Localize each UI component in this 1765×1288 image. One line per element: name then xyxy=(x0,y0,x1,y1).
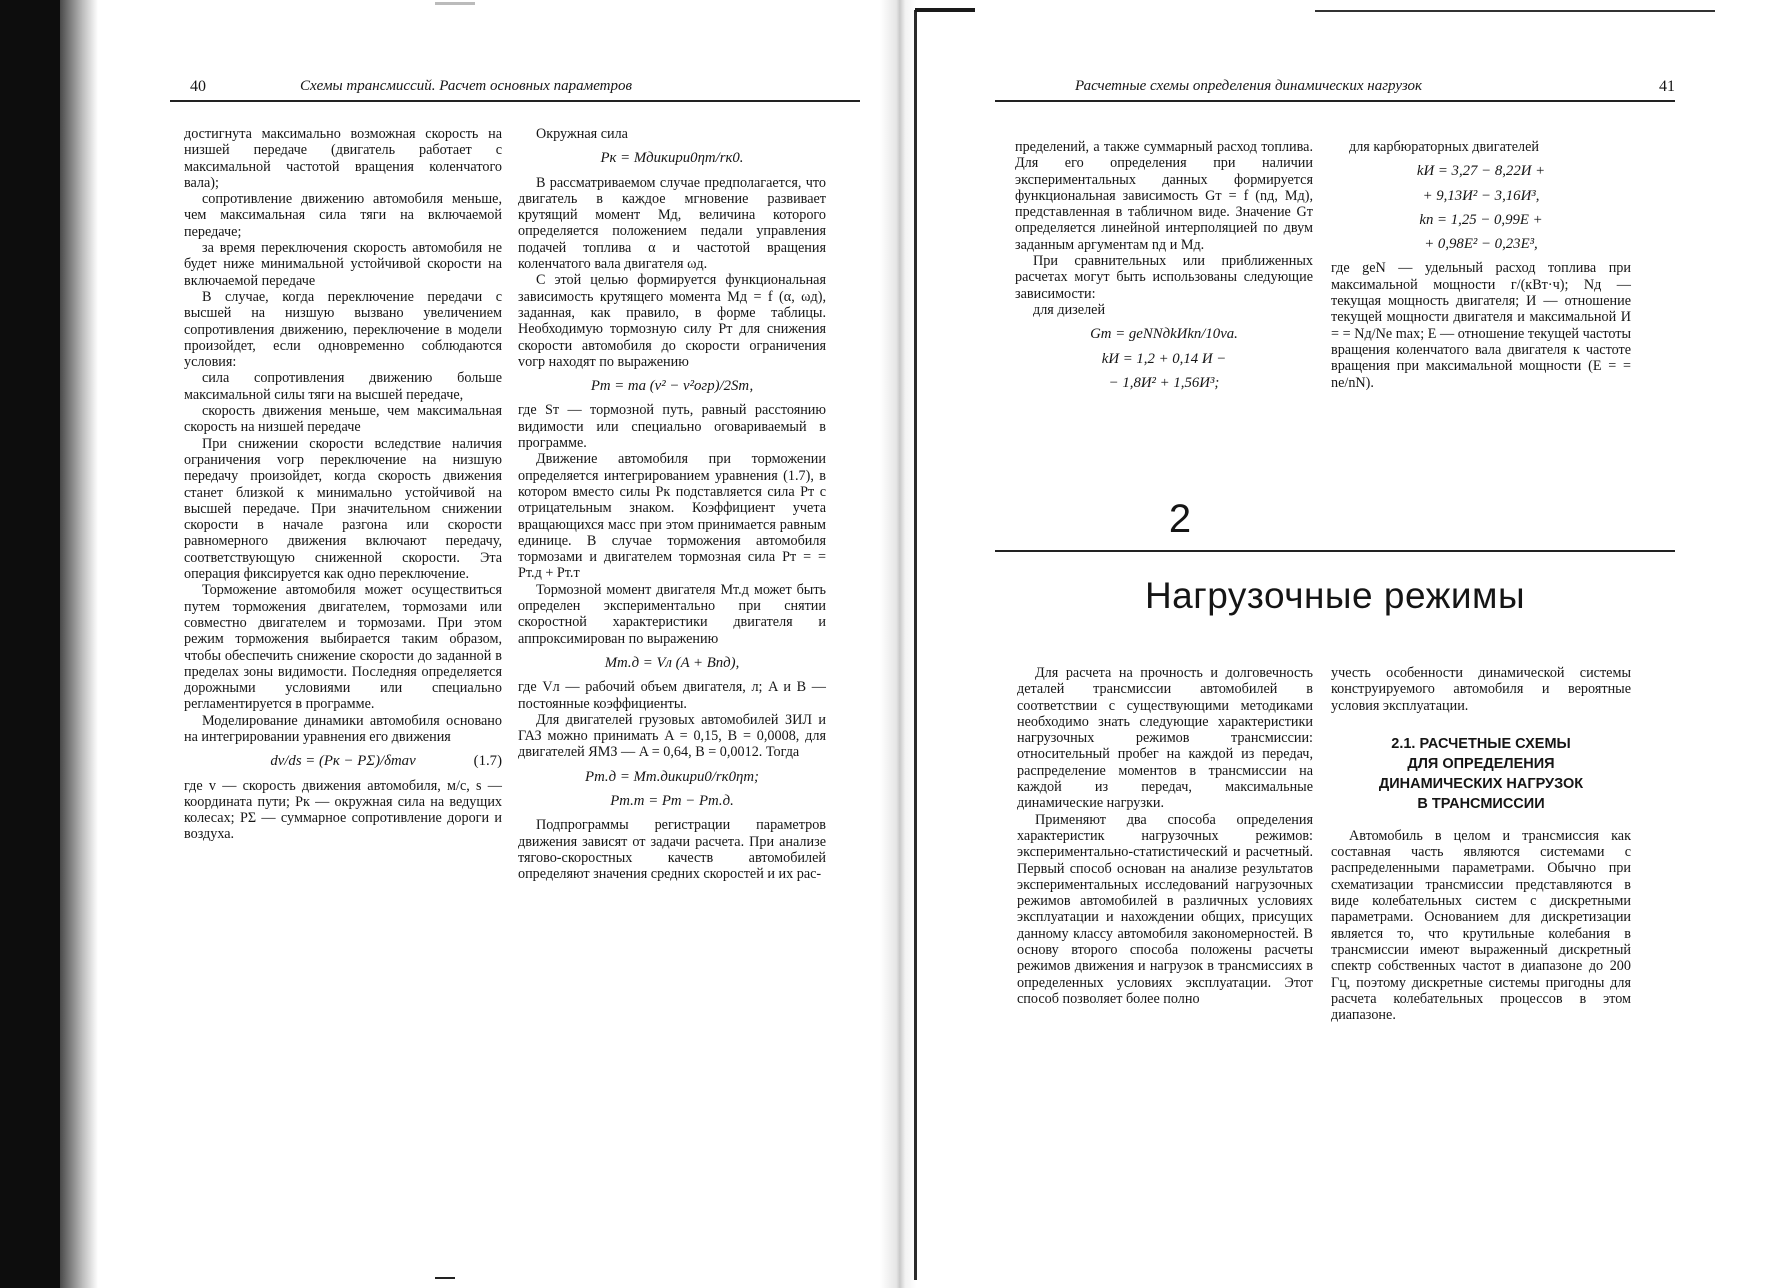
right-page xyxy=(995,0,1675,1288)
paragraph: В рассматриваемом случае предполагается, что двигатель в каждое мгновение развивает крутящий момент Mд, величина которого определяется положением педали управления подачей топлива α и частотой вращения коленчатого вала двигателя ωд. xyxy=(518,174,826,273)
section-heading: 2.1. РАСЧЕТНЫЕ СХЕМЫ ДЛЯ ОПРЕДЕЛЕНИЯ ДИНАМИЧЕСКИХ НАГРУЗОК В ТРАНСМИССИИ xyxy=(1378,735,1584,812)
paragraph: сопротивление движению автомобиля меньше, чем максимальная сила тяги на включаемой передаче; xyxy=(184,191,502,240)
top-scan-mark xyxy=(915,8,975,12)
paragraph: скорость движения меньше, чем максимальная скорость на низшей передаче xyxy=(184,403,502,436)
left-head-rule xyxy=(170,100,860,102)
paragraph: Применяют два способа определения характеристик нагрузочных режимов: экспериментально-статистический и расчетный. Первый способ основан на анализе результатов экспериментальных исследований нагрузочных режимов автомобилей в различных условиях эксплуатации и нахождении общих, присущих данному классу автомобиля закономерностей. В основу второго способа положены расчеты режимов движения и нагрузок в трансмиссиях в определенных условиях эксплуатации. Этот способ позволяет более полно xyxy=(1017,811,1313,1007)
paragraph: Торможение автомобиля может осуществиться путем торможения двигателем, тормозами или совместно двигателем и тормозами. При этом режим торможения выбирается таким образом, чтобы обеспечить снижение скорости до заданной в пределах зоны видимости. Последняя определяется дорожными условиями или специально регламентируется в программе. xyxy=(184,582,502,713)
paragraph: При снижении скорости вследствие наличия ограничения vогр переключение на низшую передачу произойдет, когда скорость движения станет близкой к минимально устойчивой на высшей передаче. При значительном снижении скорости в начале разгона или скорости равномерного движения включают передачу, соответствующую сниженной скорости. Эта операция фиксируется как одно переключение. xyxy=(184,435,502,583)
scan-shadow-left xyxy=(0,0,60,1288)
paragraph: Автомобиль в целом и трансмиссия как составная часть являются системами с распределенными параметрами. Обычно при схематизации трансмиссии представляются в виде колебательных систем с дискретными параметрами. Основанием для дискретизации является то, что крутильные колебания в трансмиссии имеют выраженный дискретный спектр собственных частот в диапазоне до 200 Гц, поэтому дискретные системы пригодны для расчета колебательных процессов в этом диапазоне. xyxy=(1331,827,1631,1024)
equation: kИ = 3,27 − 8,22И + xyxy=(1416,163,1546,180)
chapter-rule xyxy=(995,550,1675,552)
left-column-2 xyxy=(518,126,826,882)
paragraph: Для расчета на прочность и долговечность деталей трансмиссии автомобилей в соответствии с существующими методиками необходимо знать следующие характеристики нагрузочных режимов трансмиссии: относительный пробег на каждой из передач, распределение моментов в трансмиссии на каждой из передач, максимальные динамические нагрузки. xyxy=(1017,665,1313,812)
paragraph: Движение автомобиля при торможении определяется интегрированием уравнения (1.7), в котором вместо силы Pк подставляется сила Pт с отрицательным знаком. Коэффициент учета вращающихся масс при этом принимается равным единице. В случае торможения автомобиля тормозами и двигателем тормозная сила Pт = = Pт.д + Pт.т xyxy=(518,451,826,582)
paragraph: за время переключения скорость автомобиля не будет ниже минимальной устойчивой скорости на включаемой передаче xyxy=(184,240,502,289)
equation: Pк = Mдuкuрu0ηт/rк0. xyxy=(600,150,744,167)
equation-body: dv/ds = (Pк − PΣ)/δmаv xyxy=(270,753,416,770)
equation: − 1,8И² + 1,56И³; xyxy=(1108,374,1220,391)
equation: Pт.т = Pт − Pт.д. xyxy=(610,792,734,809)
left-page xyxy=(170,0,860,1288)
equation-number: (1.7) xyxy=(473,753,502,770)
equation: Gт = geNNдkИkп/10vа. xyxy=(1090,326,1238,343)
scan-shadow-gradient xyxy=(60,0,98,1288)
paragraph: где Vл — рабочий объем двигателя, л; A и B — постоянные коэффициенты. xyxy=(518,679,826,712)
paragraph: С этой целью формируется функциональная зависимость крутящего момента Mд = f (α, ωд), заданная, как правило, в форме таблицы. Необходимую тормозную силу Pт для снижения скорости автомобиля до скорости ограничения vогр находят по выражению xyxy=(518,272,826,370)
paragraph: Тормозной момент двигателя Mт.д может быть определен экспериментально при снятии скоростной характеристики двигателя и аппроксимирован по выражению xyxy=(518,581,826,647)
paragraph: В случае, когда переключение передачи с высшей на низшую вызвано увеличением сопротивления движению, переключение в модели произойдет, если одновременно соблюдаются условия: xyxy=(184,288,502,371)
paragraph: сила сопротивления движению больше максимальной силы тяги на высшей передаче, xyxy=(184,370,502,403)
right-head-rule xyxy=(995,100,1675,102)
right-bottom-column-1 xyxy=(1017,665,1313,1007)
paragraph: достигнута максимально возможная скорость на низшей передаче (двигатель работает с максимальной частотой вращения коленчатого вала); xyxy=(184,126,502,191)
equation: Mт.д = Vл (A + Bnд), xyxy=(604,654,740,671)
right-running-title: Расчетные схемы определения динамических нагрузок xyxy=(1075,78,1422,94)
right-page-number: 41 xyxy=(1659,78,1675,95)
right-bottom-column-2 xyxy=(1331,665,1631,1023)
left-page-number: 40 xyxy=(190,78,206,95)
left-running-head xyxy=(170,78,860,104)
paragraph: где geN — удельный расход топлива при максимальной мощности г/(кВт·ч); Nд — текущая мощность двигателя; И — отношение текущей мощности двигателя и максимальной И = = Nд/Ne max; E — отношение текущей частоты вращения коленчатого вала двигателя к частоте вращения при максимальной мощности (E = = ne/nN). xyxy=(1331,260,1631,391)
equation: + 9,13И² − 3,16И³, xyxy=(1422,187,1540,204)
paragraph: учесть особенности динамической системы конструируемого автомобиля и вероятные условия эксплуатации. xyxy=(1331,665,1631,714)
equation: Pт.д = Mт.дuкuрu0/rк0ηт; xyxy=(585,768,759,785)
right-column-2 xyxy=(1331,139,1631,391)
left-running-title: Схемы трансмиссий. Расчет основных параметров xyxy=(300,78,632,94)
paragraph: Окружная сила xyxy=(536,126,628,142)
book-gutter xyxy=(880,0,916,1288)
paragraph: Для двигателей грузовых автомобилей ЗИЛ и ГАЗ можно принимать A = 0,15, B = 0,0008, для двигателей ЯМЗ — A = 0,64, B = 0,0012. Тогда xyxy=(518,711,826,761)
paragraph: Подпрограммы регистрации параметров движения зависят от задачи расчета. При анализе тягово-скоростных качеств автомобилей определяют значения средних скоростей и их рас- xyxy=(518,817,826,883)
gutter-line xyxy=(914,10,917,1280)
equation-1-7 xyxy=(184,753,502,769)
equation: + 0,98E² − 0,23E³, xyxy=(1424,236,1538,253)
chapter-title: Нагрузочные режимы xyxy=(1144,575,1526,616)
paragraph: где v — скорость движения автомобиля, м/с, s — координата пути; Pк — окружная сила на ведущих колесах; PΣ — суммарное сопротивление дороги и воздуха. xyxy=(184,777,502,843)
right-running-head xyxy=(995,78,1675,104)
equation: kИ = 1,2 + 0,14 И − xyxy=(1101,350,1227,367)
right-column-1 xyxy=(1015,139,1313,399)
paragraph: Моделирование динамики автомобиля основано на интегрировании уравнения его движения xyxy=(184,712,502,745)
paragraph: пределений, а также суммарный расход топлива. Для его определения при наличии экспериментальных данных формируется функциональная зависимость Gт = f (nд, Mд), представленная в табличном виде. Значение Gт определяется линейной интерполяцией по двум заданным аргументам nд и Mд. xyxy=(1015,139,1313,253)
equation: kп = 1,25 − 0,99E + xyxy=(1419,211,1543,228)
paragraph: При сравнительных или приближенных расчетах могут быть использованы следующие зависимости: xyxy=(1015,253,1313,302)
paragraph: где Sт — тормозной путь, равный расстоянию видимости или специально оговариваемый в программе. xyxy=(518,402,826,452)
chapter-number: 2 xyxy=(1168,497,1192,541)
paragraph: для карбюраторных двигателей xyxy=(1349,139,1539,155)
equation: Pт = mа (v² − v²огр)/2Sт, xyxy=(590,378,754,395)
paragraph: для дизелей xyxy=(1033,301,1106,318)
left-column-1 xyxy=(184,126,502,843)
